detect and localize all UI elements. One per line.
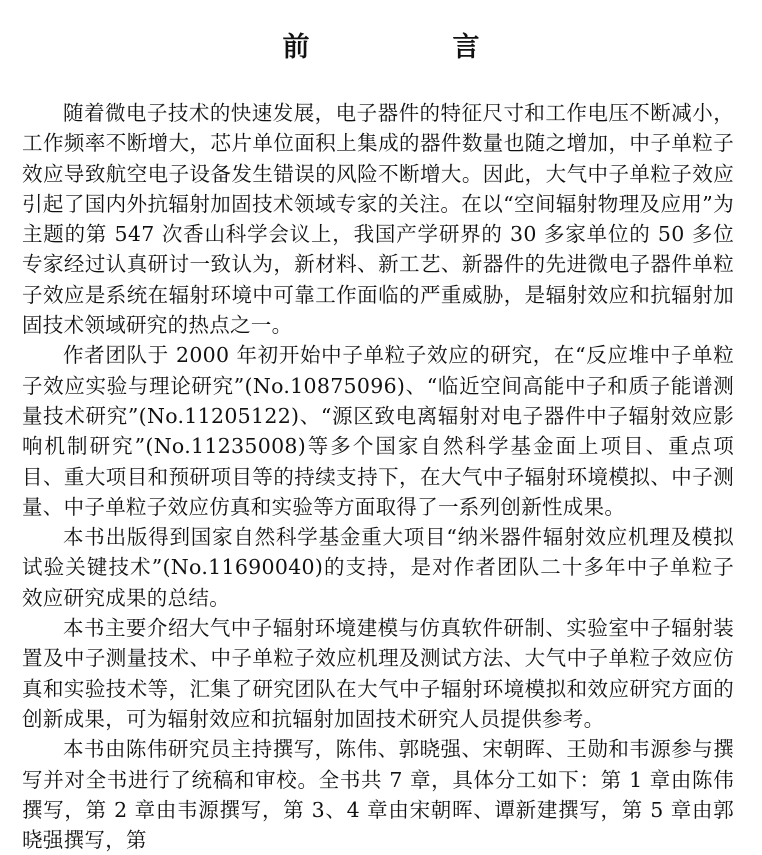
paragraph: 本书由陈伟研究员主持撰写，陈伟、郭晓强、宋朝晖、王勋和韦源参与撰写并对全书进行了统稿和审校。全书共 7 章，具体分工如下：第 1 章由陈伟撰写，第 2 章由韦源撰写，第 3、4 章由宋朝晖、谭新建撰写，第 5 章由郭晓强撰写，第: [22, 737, 734, 853]
paragraph: 本书主要介绍大气中子辐射环境建模与仿真软件研制、实验室中子辐射装置及中子测量技术、中子单粒子效应机理及测试方法、大气中子单粒子效应仿真和实验技术等，汇集了研究团队在大气中子辐射环境模拟和效应研究方面的创新成果，可为辐射效应和抗辐射加固技术研究人员提供参考。: [22, 616, 734, 731]
paragraph: 本书出版得到国家自然科学基金重大项目“纳米器件辐射效应机理及模拟试验关键技术”(No.11690040)的支持，是对作者团队二十多年中子单粒子效应研究成果的总结。: [22, 525, 734, 610]
preface-body: [22, 98, 734, 855]
paragraph: 作者团队于 2000 年初开始中子单粒子效应的研究，在“反应堆中子单粒子效应实验与理论研究”(No.10875096)、“临近空间高能中子和质子能谱测量技术研究”(No.11205122)、“源区致电离辐射对电子器件中子辐射效应影响机制研究”(No.11235008)等多个国家自然科学基金面上项目、重点项目、重大项目和预研项目等的持续支持下，在大气中子辐射环境模拟、中子测量、中子单粒子效应仿真和实验等方面取得了一系列创新性成果。: [22, 343, 734, 519]
paragraph: 随着微电子技术的快速发展，电子器件的特征尺寸和工作电压不断减小，工作频率不断增大，芯片单位面积上集成的器件数量也随之增加，中子单粒子效应导致航空电子设备发生错误的风险不断增大。因此，大气中子单粒子效应引起了国内外抗辐射加固技术领域专家的关注。在以“空间辐射物理及应用”为主题的第 547 次香山科学会议上，我国产学研界的 30 多家单位的 50 多位专家经过认真研讨一致认为，新材料、新工艺、新器件的先进微电子器件单粒子效应是系统在辐射环境中可靠工作面临的严重威胁，是辐射效应和抗辐射加固技术领域研究的热点之一。: [22, 101, 734, 338]
page-title: 前 言: [282, 32, 538, 63]
